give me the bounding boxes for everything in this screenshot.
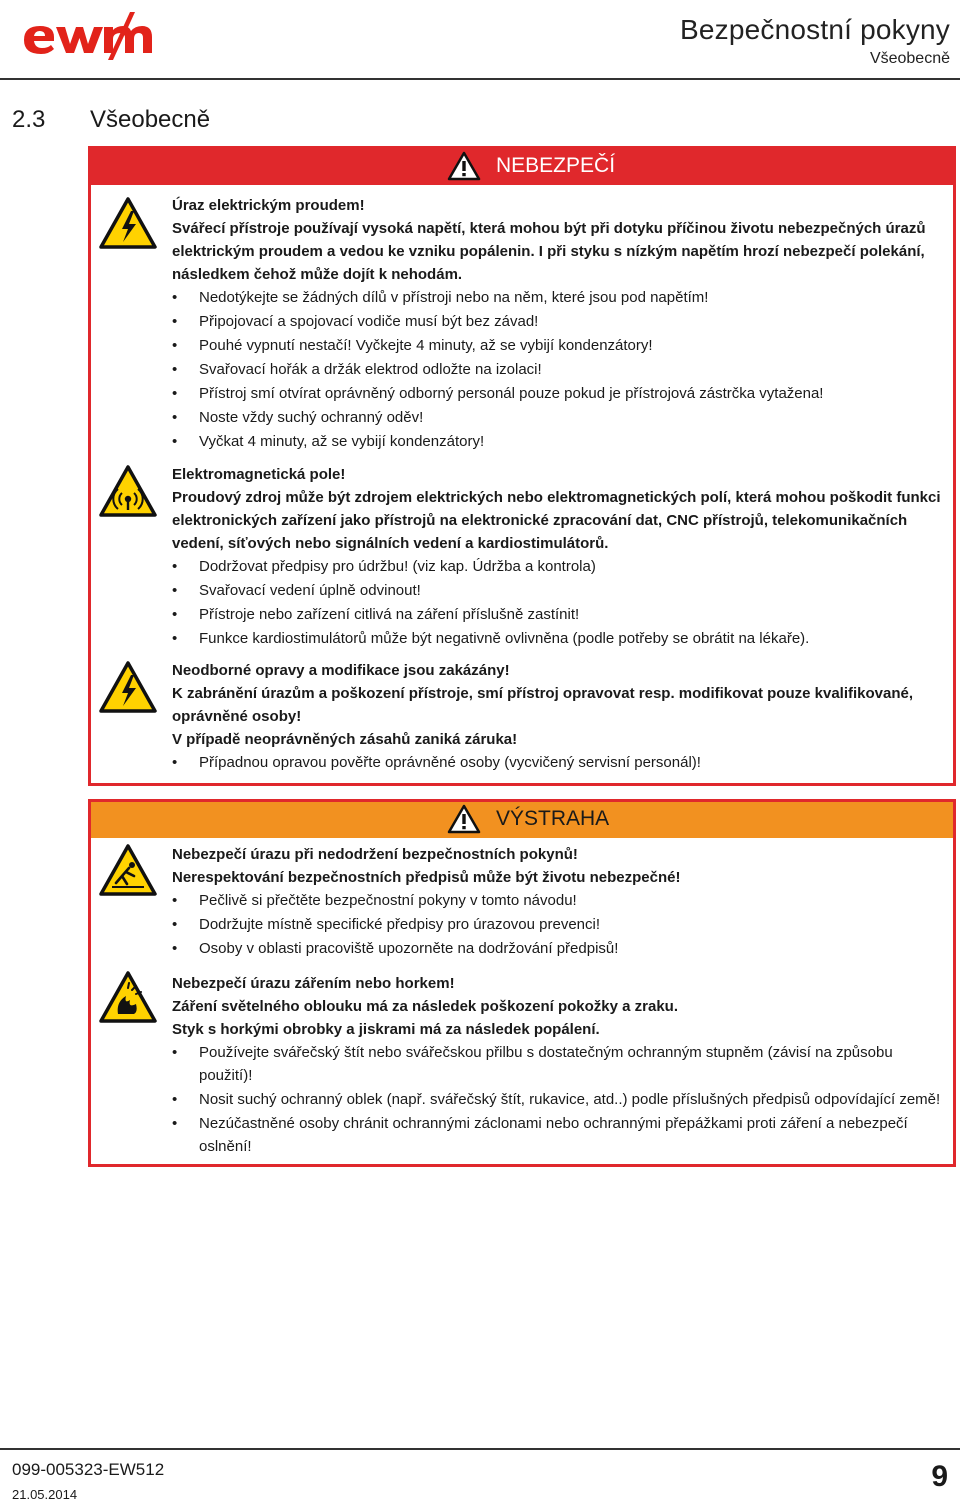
electric-shock-warning-icon: [98, 660, 158, 714]
danger-electromagnetic-text: [172, 463, 950, 651]
notice-description: Styk s horkými obrobky a jiskrami má za následek popálení.: [172, 1021, 600, 1038]
warning-radiation-text: [172, 972, 950, 1159]
instruction-list: [172, 555, 950, 650]
list-item: • Pouhé vypnutí nestačí! Vyčkejte 4 minuty, až se vybijí kondenzátory!: [172, 337, 653, 354]
section-heading: [12, 106, 210, 134]
instruction-list: [172, 286, 950, 453]
list-item: • Nezúčastněné osoby chránit ochrannými záclonami nebo ochrannými přepážkami proti záření a nebezpečí oslnění!: [172, 1115, 908, 1155]
warning-triangle-icon: [447, 151, 481, 181]
warning-triangle-icon: [447, 804, 481, 834]
danger-signal-word: NEBEZPEČÍ: [496, 154, 616, 177]
document-date: 21.05.2014: [12, 1487, 78, 1502]
list-item: • Pečlivě si přečtěte bezpečnostní pokyny v tomto návodu!: [172, 892, 577, 909]
warning-signal-word: VÝSTRAHA: [496, 807, 610, 830]
notice-heading: Neodborné opravy a modifikace jsou zakázány!: [172, 662, 510, 679]
list-item: • Vyčkat 4 minuty, až se vybijí kondenzátory!: [172, 433, 485, 450]
notice-heading: Nebezpečí úrazu zářením nebo horkem!: [172, 975, 455, 992]
section-number: 2.3: [12, 106, 46, 133]
list-item: • Přístroj smí otvírat oprávněný odborný personál pouze pokud je přístrojová zástrčka vytažena!: [172, 385, 824, 402]
list-item: • Dodržovat předpisy pro údržbu! (viz kap. Údržba a kontrola): [172, 558, 596, 575]
danger-electric-shock-text: [172, 194, 950, 454]
list-item: • Osoby v oblasti pracoviště upozorněte na dodržování předpisů!: [172, 940, 619, 957]
instruction-list: [172, 889, 950, 960]
instruction-list: [172, 1041, 950, 1158]
list-item: • Nedotýkejte se žádných dílů v přístroji nebo na něm, které jsou pod napětím!: [172, 289, 709, 306]
page-number: 9: [931, 1460, 948, 1493]
list-item: • Připojovací a spojovací vodiče musí být bez závad!: [172, 313, 539, 330]
notice-description: V případě neoprávněných zásahů zaniká záruka!: [172, 731, 518, 748]
header-title: Bezpečnostní pokyny: [680, 14, 950, 45]
notice-description: K zabránění úrazům a poškození přístroje, smí přístroj opravovat resp. modifikovat pouze kvalifikované, oprávněné osoby!: [172, 685, 914, 725]
warning-notice-header: [91, 802, 953, 838]
arc-radiation-heat-warning-icon: [98, 970, 158, 1024]
danger-repairs-text: [172, 659, 950, 775]
list-item: • Svařovací hořák a držák elektrod odložte na izolaci!: [172, 361, 542, 378]
list-item: • Svařovací vedení úplně odvinout!: [172, 582, 421, 599]
notice-description: Svářecí přístroje používají vysoká napětí, která mohou být při dotyku příčinou životu nebezpečných úrazů elektrickým proudem a vedou ke vzniku popálenin. I při styku s nízkým napětím hrozí nebezpečí polekání, následkem čehož může dojít k nehodám.: [172, 220, 926, 283]
notice-description: Nerespektování bezpečnostních předpisů může být životu nebezpečné!: [172, 869, 681, 886]
warning-safety-text: [172, 843, 950, 961]
list-item: • Nosit suchý ochranný oblek (např. svářečský štít, rukavice, atd..) podle příslušných předpisů odpovídající země!: [172, 1091, 941, 1108]
list-item: • Případnou opravou pověřte oprávněné osoby (vycvičený servisní personál)!: [172, 754, 701, 771]
danger-notice-header: [91, 149, 953, 185]
list-item: • Noste vždy suchý ochranný oděv!: [172, 409, 424, 426]
list-item: • Dodržujte místně specifické předpisy pro úrazovou prevenci!: [172, 916, 601, 933]
footer-divider: [0, 1448, 960, 1450]
list-item: • Používejte svářečský štít nebo svářečskou přilbu s dostatečným ochranným stupněm (závisí na způsobu použití)!: [172, 1044, 893, 1084]
electromagnetic-field-warning-icon: [98, 464, 158, 518]
notice-description: Proudový zdroj může být zdrojem elektrických nebo elektromagnetických polí, která mohou poškodit funkci elektronických zařízení jako přístrojů na elektronické zpracování dat, CNC přístrojů, telekomunikačních vedení, síťových nebo signálních vedení a kardiostimulátorů.: [172, 489, 941, 552]
notice-heading: Úraz elektrickým proudem!: [172, 197, 365, 214]
notice-heading: Elektromagnetická pole!: [172, 466, 346, 483]
falling-person-warning-icon: [98, 843, 158, 897]
ewm-logo: [22, 10, 167, 60]
list-item: • Přístroje nebo zařízení citlivá na záření příslušně zastínit!: [172, 606, 580, 623]
list-item: • Funkce kardiostimulátorů může být negativně ovlivněna (podle potřeby se obrátit na lékaře).: [172, 630, 810, 647]
notice-heading: Nebezpečí úrazu při nedodržení bezpečnostních pokynů!: [172, 846, 578, 863]
instruction-list: [172, 751, 950, 774]
header-subtitle: Všeobecně: [869, 50, 950, 67]
document-number: 099-005323-EW512: [12, 1460, 165, 1479]
header-divider: [0, 78, 960, 80]
notice-description: Záření světelného oblouku má za následek poškození pokožky a zraku.: [172, 998, 678, 1015]
section-title: Všeobecně: [90, 106, 211, 133]
electric-shock-warning-icon: [98, 196, 158, 250]
